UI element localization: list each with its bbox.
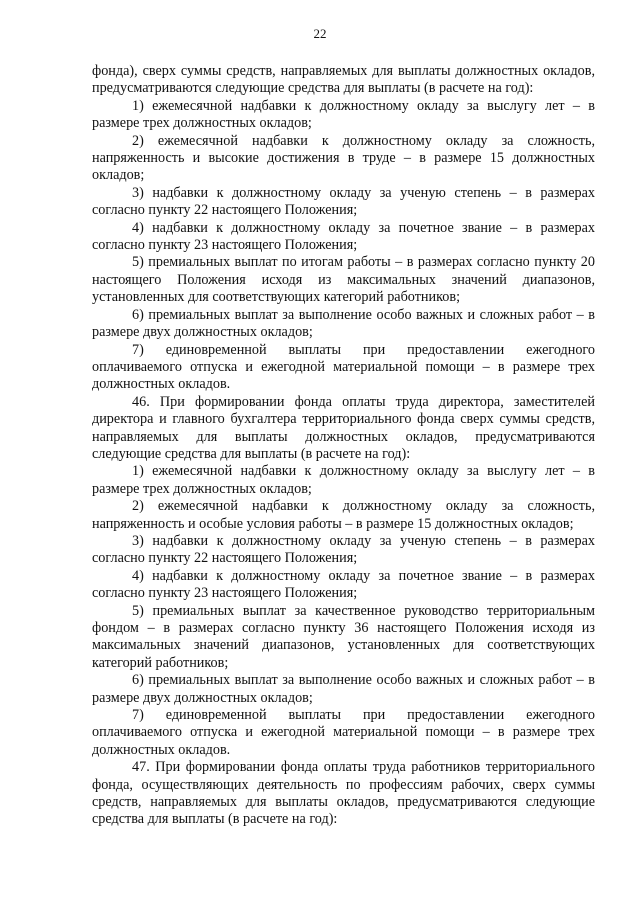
paragraph: фонда), сверх суммы средств, направляемых для выплаты должностных окладов, предусматриваются следующие средства для выплаты (в расчете на год): — [92, 63, 595, 97]
list-item: 2) ежемесячной надбавки к должностному окладу за сложность, напряженность и особые условия работы – в размере 15 должностных окладов; — [92, 498, 595, 532]
list-item: 5) премиальных выплат за качественное руководство территориальным фондом – в размерах согласно пункту 36 настоящего Положения исходя из максимальных значений диапазонов, установленных для соответствующих категорий работников; — [92, 602, 595, 671]
clause-46: 46. При формировании фонда оплаты труда директора, заместителей директора и главного бухгалтера территориального фонда сверх суммы средств, направляемых для выплаты должностных окладов, предусматриваются следующие средства для выплаты (в расчете на год): — [92, 393, 595, 462]
list-item: 7) единовременной выплаты при предоставлении ежегодного оплачиваемого отпуска и ежегодной материальной помощи – в размере трех должностных окладов. — [92, 707, 595, 758]
list-item: 2) ежемесячной надбавки к должностному окладу за сложность, напряженность и высокие достижения в труде – в размере 15 должностных окладов; — [92, 132, 595, 184]
list-item: 6) премиальных выплат за выполнение особо важных и сложных работ – в размере двух должностных окладов; — [92, 306, 595, 341]
document-body — [92, 63, 595, 829]
list-item: 4) надбавки к должностному окладу за почетное звание – в размерах согласно пункту 23 настоящего Положения; — [92, 567, 595, 602]
list-item: 7) единовременной выплаты при предоставлении ежегодного оплачиваемого отпуска и ежегодной материальной помощи – в размере трех должностных окладов. — [92, 341, 595, 393]
clause-47: 47. При формировании фонда оплаты труда работников территориального фонда, осуществляющих деятельность по профессиям рабочих, сверх суммы средств, направляемых для выплаты окладов, предусматриваются следующие средства для выплаты (в расчете на год): — [92, 759, 595, 828]
list-item: 6) премиальных выплат за выполнение особо важных и сложных работ – в размере двух должностных окладов; — [92, 672, 595, 706]
list-item: 1) ежемесячной надбавки к должностному окладу за выслугу лет – в размере трех должностных окладов; — [92, 97, 595, 132]
list-item: 4) надбавки к должностному окладу за почетное звание – в размерах согласно пункту 23 настоящего Положения; — [92, 219, 595, 254]
list-item: 1) ежемесячной надбавки к должностному окладу за выслугу лет – в размере трех должностных окладов; — [92, 463, 595, 497]
page-number: 22 — [313, 26, 327, 41]
list-item: 5) премиальных выплат по итогам работы – в размерах согласно пункту 20 настоящего Положения исходя из максимальных значений диапазонов, установленных для соответствующих категорий работников; — [92, 254, 595, 306]
list-item: 3) надбавки к должностному окладу за ученую степень – в размерах согласно пункту 22 настоящего Положения; — [92, 184, 595, 219]
list-item: 3) надбавки к должностному окладу за ученую степень – в размерах согласно пункту 22 настоящего Положения; — [92, 532, 595, 567]
